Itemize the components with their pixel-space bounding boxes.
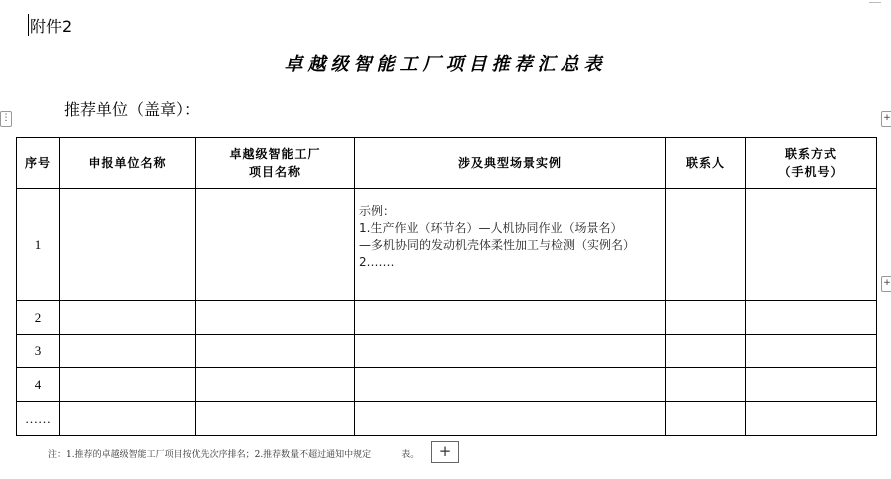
table-row xyxy=(17,301,877,335)
header-contact-method-line1: 联系方式 xyxy=(784,147,837,161)
applicant-cell[interactable] xyxy=(60,301,196,335)
contact-cell[interactable] xyxy=(666,301,746,335)
scenario-example-cell[interactable] xyxy=(355,189,666,301)
text-cursor xyxy=(28,14,29,36)
applicant-cell[interactable] xyxy=(60,368,196,402)
example-line: 2.…… xyxy=(359,255,395,269)
contact-method-cell[interactable] xyxy=(746,402,877,436)
applicant-cell[interactable] xyxy=(60,335,196,368)
example-line: —多机协同的发动机壳体柔性加工与检测（实例名） xyxy=(359,238,636,252)
applicant-cell[interactable] xyxy=(60,189,196,301)
add-row-button[interactable]: + xyxy=(431,441,459,463)
scenario-cell[interactable] xyxy=(355,301,666,335)
header-contact-method-line2: （手机号） xyxy=(778,165,844,179)
header-project-line1: 卓越级智能工厂 xyxy=(229,147,321,161)
header-project-line2: 项目名称 xyxy=(248,165,301,179)
footnote-text: 注：1.推荐的卓越级智能工厂项目按优先次序排名；2.推荐数量不超过通知中规定 xyxy=(48,450,372,460)
recommend-unit-label: 推荐单位（盖章）： xyxy=(64,100,201,119)
header-project xyxy=(196,138,355,189)
header-contact-method xyxy=(746,138,877,189)
scenario-cell[interactable] xyxy=(355,335,666,368)
contact-method-cell[interactable] xyxy=(746,368,877,402)
example-line: 示例： xyxy=(359,204,396,218)
contact-method-cell[interactable] xyxy=(746,301,877,335)
table-row xyxy=(17,335,877,368)
document-title: 卓越级智能工厂项目推荐汇总表 xyxy=(284,54,607,75)
applicant-cell[interactable] xyxy=(60,402,196,436)
add-column-mid-icon[interactable]: + xyxy=(881,276,891,292)
project-cell[interactable] xyxy=(196,368,355,402)
contact-method-cell[interactable] xyxy=(746,189,877,301)
header-applicant: 申报单位名称 xyxy=(60,138,196,189)
project-cell[interactable] xyxy=(196,189,355,301)
row-index: 3 xyxy=(17,335,60,368)
header-row xyxy=(17,138,877,189)
page-corner-mark xyxy=(869,2,881,3)
project-cell[interactable] xyxy=(196,301,355,335)
footnote-tail: 表。 xyxy=(401,450,420,460)
recommendation-table xyxy=(16,137,877,436)
row-index: 4 xyxy=(17,368,60,402)
contact-cell[interactable] xyxy=(666,368,746,402)
header-scenario: 涉及典型场景实例 xyxy=(355,138,666,189)
add-column-icon[interactable]: + xyxy=(881,111,891,127)
row-index: 2 xyxy=(17,301,60,335)
footnote xyxy=(48,447,419,460)
table-row xyxy=(17,402,877,436)
contact-cell[interactable] xyxy=(666,402,746,436)
table-move-handle-icon[interactable]: ⋮ xyxy=(0,111,12,127)
table-row xyxy=(17,189,877,301)
row-index: …… xyxy=(17,402,60,436)
header-index: 序号 xyxy=(17,138,60,189)
row-index: 1 xyxy=(17,189,60,301)
example-line: 1.生产作业（环节名）—人机协同作业（场景名） xyxy=(359,221,623,235)
contact-method-cell[interactable] xyxy=(746,335,877,368)
contact-cell[interactable] xyxy=(666,189,746,301)
scenario-cell[interactable] xyxy=(355,368,666,402)
attachment-label: 附件2 xyxy=(30,17,73,36)
header-contact: 联系人 xyxy=(666,138,746,189)
project-cell[interactable] xyxy=(196,335,355,368)
contact-cell[interactable] xyxy=(666,335,746,368)
project-cell[interactable] xyxy=(196,402,355,436)
scenario-cell[interactable] xyxy=(355,402,666,436)
table-row xyxy=(17,368,877,402)
